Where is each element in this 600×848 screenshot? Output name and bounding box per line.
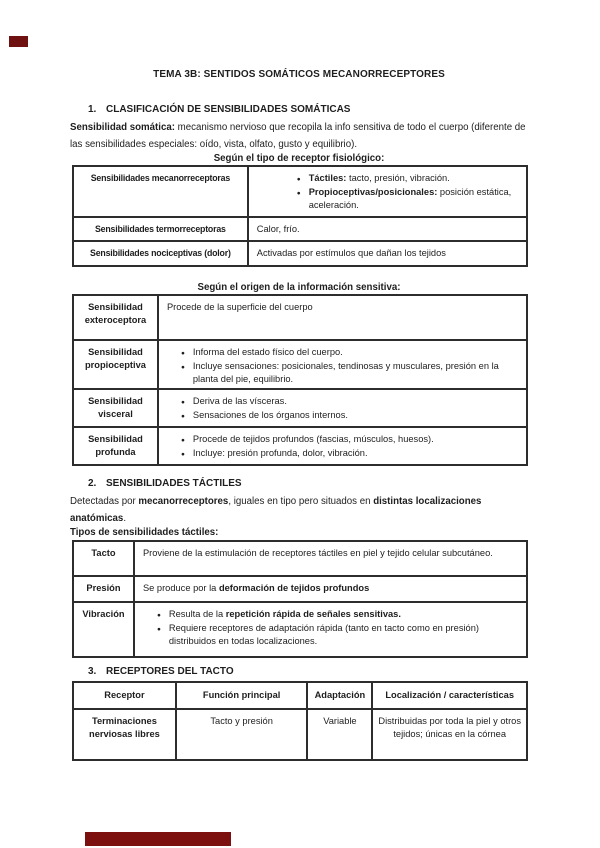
- bullet-item: [249, 172, 526, 186]
- red-watermark-bottom-bar: [85, 832, 231, 846]
- cell-text: Se produce por la: [142, 583, 219, 593]
- section-2-intro-paragraph: [70, 493, 528, 527]
- bullet-rest: tacto, presión, vibración.: [346, 173, 450, 183]
- bullet-bold: repetición rápida de señales sensitivas.: [225, 609, 401, 619]
- column-header-funcion: Función principal: [176, 682, 308, 709]
- bullet-text: Deriva de las vísceras.: [192, 396, 287, 406]
- row-label: Tacto: [73, 541, 134, 576]
- bullet-icon: ●: [180, 437, 185, 444]
- bullet-item: [159, 395, 526, 409]
- bullet-text: Incluye: presión profunda, dolor, vibración.: [192, 447, 368, 458]
- column-header-localizacion: Localización / características: [372, 682, 527, 709]
- bullet-text: Informa del estado físico del cuerpo.: [192, 347, 343, 357]
- cell-localizacion: Distribuidas por toda la piel y otros tejidos; únicas en la córnea: [372, 709, 527, 760]
- section-1-title: CLASIFICACIÓN DE SENSIBILIDADES SOMÁTICAS: [106, 104, 351, 115]
- intro-text: , iguales en tipo pero situados en: [228, 496, 374, 507]
- bullet-text: Requiere receptores de adaptación rápida (tanto en tacto como en presión) distribuidos en todas localizaciones.: [168, 622, 479, 646]
- bullet-icon: ●: [296, 176, 301, 183]
- table-origen-informacion: [72, 294, 528, 466]
- bullet-icon: ●: [180, 399, 185, 406]
- table-row: [73, 241, 527, 266]
- cell-receptor: Terminaciones nerviosas libres: [73, 709, 176, 760]
- section-3-heading: [70, 666, 528, 677]
- bullet-icon: ●: [180, 412, 185, 420]
- bullet-icon: ●: [156, 612, 161, 619]
- section-2-number: 2.: [88, 478, 97, 489]
- row-value: [158, 427, 527, 465]
- bullet-bold-lead: Táctiles:: [308, 173, 347, 183]
- intro-bold-lead: Sensibilidad somática:: [70, 122, 175, 133]
- bullet-rest: Resulta de la: [168, 609, 226, 619]
- subtitle-origen-informacion: Según el origen de la información sensitiva:: [197, 282, 401, 293]
- table-row: [73, 340, 527, 389]
- bullet-item: [159, 346, 526, 360]
- bullet-item: [249, 186, 526, 213]
- table-row: [73, 576, 527, 602]
- bullet-rest: posición estática, aceleración.: [308, 186, 512, 210]
- bullet-icon: ●: [296, 189, 301, 197]
- document-title: TEMA 3B: SENTIDOS SOMÁTICOS MECANORRECEPTORES: [153, 69, 445, 80]
- intro-text: mecanismo nervioso que recopila la info sensitiva de todo el cuerpo (diferente de las sensibilidades especiales: oído, vista, olfato, gusto y equilibrio).: [70, 122, 526, 150]
- table-header-row: [73, 682, 527, 709]
- bullet-text: [309, 186, 522, 213]
- column-header-adaptacion: Adaptación: [307, 682, 372, 709]
- row-value: Procede de la superficie del cuerpo: [158, 295, 527, 340]
- section-3-title: RECEPTORES DEL TACTO: [106, 666, 234, 677]
- bullet-icon: ●: [156, 625, 161, 633]
- row-value: [248, 166, 527, 217]
- bullet-icon: ●: [180, 363, 185, 371]
- row-label: Sensibilidades termorreceptoras: [73, 217, 248, 241]
- section-2-title: SENSIBILIDADES TÁCTILES: [106, 478, 242, 489]
- section-1-number: 1.: [88, 104, 97, 115]
- intro-bold: mecanorreceptores: [138, 496, 229, 507]
- row-value: [134, 602, 527, 657]
- cell-bold-text: deformación de tejidos profundos: [218, 583, 370, 593]
- table-sensibilidades-tactiles: [72, 540, 528, 658]
- bullet-item: [135, 622, 526, 649]
- table-row: [73, 541, 527, 576]
- red-watermark-top-left: [9, 36, 28, 47]
- table-row: [73, 295, 527, 340]
- row-label: Sensibilidades nociceptivas (dolor): [73, 241, 248, 266]
- bullet-text: Procede de tejidos profundos (fascias, músculos, huesos).: [192, 434, 434, 444]
- row-label: Sensibilidad profunda: [73, 427, 158, 465]
- row-label: Sensibilidades mecanorreceptoras: [73, 166, 248, 217]
- table-row: [73, 217, 527, 241]
- intro-text: Detectadas por: [70, 496, 139, 507]
- table-tipo-receptor: [72, 165, 528, 267]
- section-1-intro-paragraph: [70, 119, 528, 153]
- intro-bold: distintas localizaciones anatómicas: [70, 496, 482, 524]
- subtitle-tipos-tactiles: Tipos de sensibilidades táctiles:: [70, 527, 219, 538]
- bullet-bold-lead: Propioceptivas/posicionales:: [308, 186, 438, 197]
- table-receptores-tacto: [72, 681, 528, 761]
- bullet-item: [159, 360, 526, 387]
- row-label: Sensibilidad propioceptiva: [73, 340, 158, 389]
- row-value: Activadas por estímulos que dañan los tejidos: [248, 241, 527, 266]
- column-header-receptor: Receptor: [73, 682, 176, 709]
- row-label: Sensibilidad visceral: [73, 389, 158, 427]
- cell-adaptacion: Variable: [307, 709, 372, 760]
- section-3-number: 3.: [88, 666, 97, 677]
- row-value: [134, 576, 527, 602]
- table-row: [73, 389, 527, 427]
- bullet-item: [159, 409, 526, 423]
- cell-funcion: Tacto y presión: [176, 709, 308, 760]
- bullet-item: [159, 447, 526, 461]
- bullet-text: Incluye sensaciones: posicionales, tendinosas y musculares, presión en la planta del pie, equilibrio.: [192, 360, 499, 384]
- row-label: Presión: [73, 576, 134, 602]
- table-row: [73, 709, 527, 760]
- intro-text: .: [123, 513, 127, 524]
- row-value: [158, 340, 527, 389]
- bullet-item: [135, 608, 526, 622]
- bullet-icon: ●: [180, 450, 185, 458]
- section-1-heading: [70, 104, 528, 115]
- bullet-text: Sensaciones de los órganos internos.: [192, 409, 348, 420]
- document-content: [70, 0, 528, 761]
- subtitle-tipo-receptor: Según el tipo de receptor fisiológico:: [213, 153, 385, 164]
- row-label: Sensibilidad exteroceptora: [73, 295, 158, 340]
- row-value: Proviene de la estimulación de receptores táctiles en piel y tejido celular subcutáneo.: [134, 541, 527, 576]
- row-value: Calor, frío.: [248, 217, 527, 241]
- table-row: [73, 427, 527, 465]
- row-label: Vibración: [73, 602, 134, 657]
- table-row: [73, 166, 527, 217]
- bullet-text: [169, 608, 401, 622]
- table-row: [73, 602, 527, 657]
- row-value: [158, 389, 527, 427]
- section-2-heading: [70, 478, 528, 489]
- bullet-item: [159, 433, 526, 447]
- bullet-icon: ●: [180, 350, 185, 357]
- bullet-text: [309, 172, 450, 186]
